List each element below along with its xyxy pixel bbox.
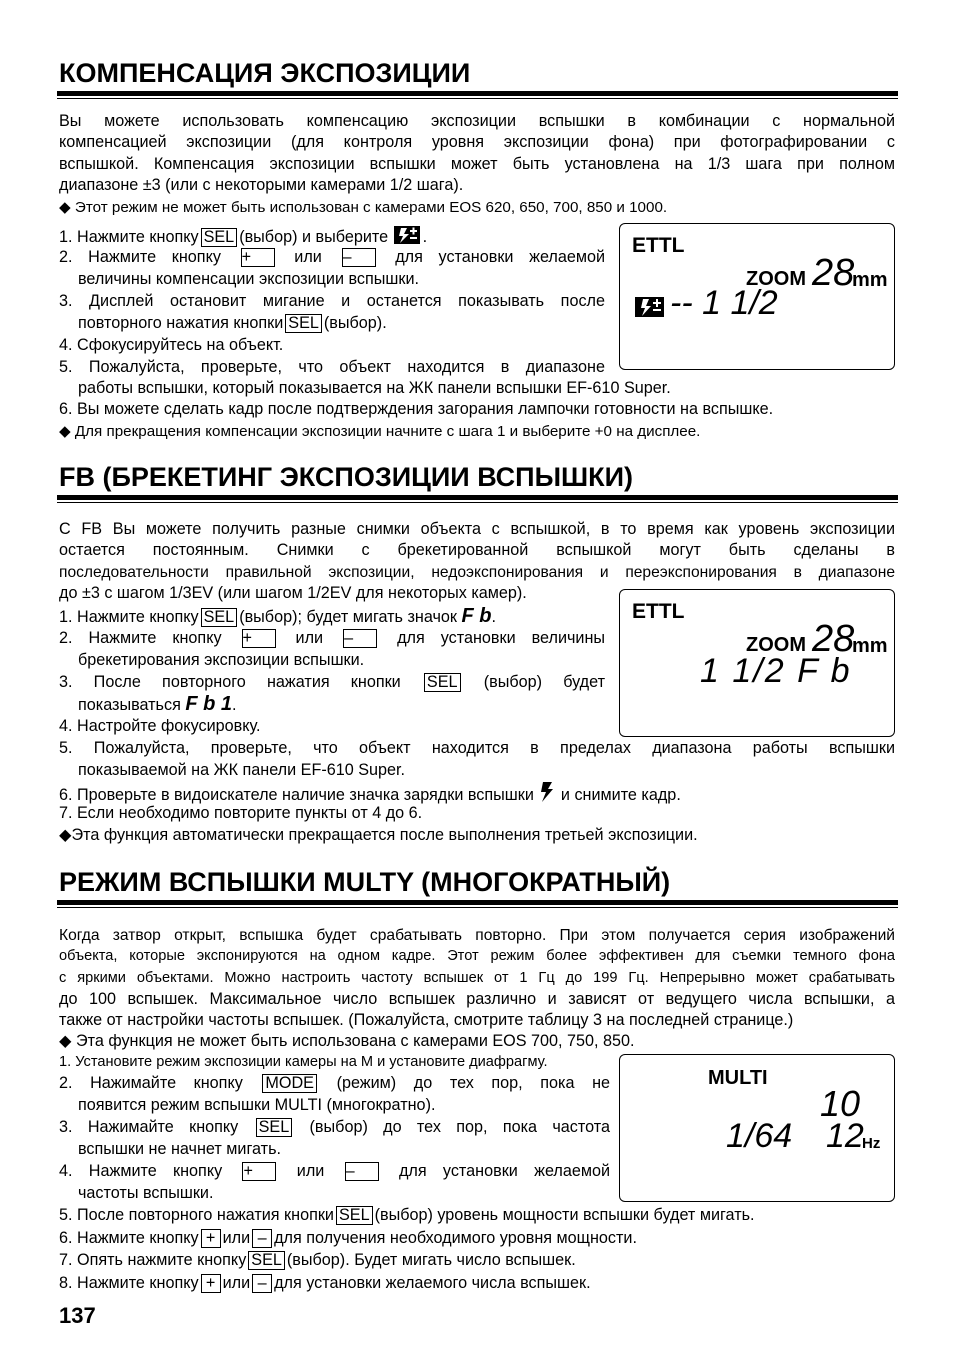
- step-text: (выбор) и выберите: [239, 228, 389, 246]
- minus-key: –: [252, 1229, 272, 1248]
- step-4: 4. Настройте фокусировку.: [59, 717, 261, 735]
- sel-key: SEL: [201, 608, 238, 627]
- step-text: 1. Нажмите кнопку: [59, 228, 199, 246]
- title-rule-thin: [57, 502, 898, 503]
- fb-icon: F b: [461, 605, 492, 627]
- step-2-cont: величины компенсации экспозиции вспышки.: [78, 270, 420, 288]
- lcd-frequency: 12: [826, 1117, 864, 1155]
- step-6: [59, 1228, 637, 1250]
- section-title-multi-mode: РЕЖИМ ВСПЫШКИ MULTY (МНОГОКРАТНЫЙ): [59, 867, 671, 897]
- step-text: (выбор). Будет мигать число вспышек.: [286, 1251, 576, 1269]
- step-text: 2. Нажмите кнопку: [59, 248, 221, 266]
- step-text: 6. Нажмите кнопку: [59, 1229, 199, 1247]
- step-1: 1. Установите режим экспозиции камеры на М и установите диафрагму.: [59, 1054, 548, 1070]
- lcd-frequency-unit: Hz: [862, 1135, 881, 1152]
- intro-line: Когда затвор открыт, вспышка будет срабатывать повторно. При этом получается серия изображений: [59, 927, 895, 944]
- sel-key: SEL: [285, 314, 322, 333]
- title-rule-thin: [57, 907, 898, 908]
- intro-line: до 100 вспышек. Максимальное число вспышек различно и зависят от ведущего числа вспышки, а: [59, 989, 895, 1008]
- step-1: 1. Нажмите кнопку SEL (выбор) и выберите .: [59, 225, 427, 249]
- step-5: 5. Пожалуйста, проверьте, что объект находится в диапазоне: [59, 358, 605, 376]
- step-text: или: [222, 1274, 251, 1292]
- step-text: (выбор) уровень мощности вспышки будет мигать.: [374, 1206, 755, 1224]
- step-text: 1. Нажмите кнопку: [59, 608, 199, 626]
- step-2: [59, 628, 605, 650]
- step-3: [59, 1117, 610, 1139]
- plus-key: +: [242, 1162, 276, 1181]
- plus-key: +: [201, 1229, 221, 1248]
- step-text: 5. После повторного нажатия кнопки: [59, 1206, 334, 1224]
- sel-key: SEL: [248, 1251, 285, 1270]
- lcd-zoom-unit: mm: [852, 269, 888, 291]
- step-4: 4. Сфокусируйтесь на объект.: [59, 336, 284, 354]
- lcd-mode: MULTI: [708, 1067, 768, 1089]
- step-text: 6. Проверьте в видоискателе наличие значка зарядки вспышки: [59, 786, 534, 804]
- step-2: [59, 247, 605, 269]
- lcd-zoom-label: ZOOM: [746, 634, 806, 656]
- step-4-cont: частоты вспышки.: [78, 1184, 214, 1202]
- step-1: 1. Нажмите кнопку SEL (выбор); будет мигать значок F b.: [59, 605, 497, 627]
- step-text: 7. Опять нажмите кнопку: [59, 1251, 247, 1269]
- mode-key: MODE: [262, 1074, 317, 1093]
- lcd-mode: ETTL: [632, 600, 685, 623]
- fb1-icon: F b 1: [185, 693, 233, 715]
- note-line: ◆ Этот режим не может быть использован с камерами EOS 620, 650, 700, 850 и 1000.: [59, 199, 668, 216]
- minus-key: –: [343, 629, 377, 648]
- lcd-zoom-label: ZOOM: [746, 268, 806, 290]
- section-title-exposure-compensation: КОМПЕНСАЦИЯ ЭКСПОЗИЦИИ: [59, 58, 471, 88]
- sel-key: SEL: [256, 1118, 293, 1137]
- intro-line: остается постоянным. Снимки с брекетированной вспышкой могут быть сделаны в: [59, 541, 895, 560]
- intro-line: также от настройки частоты вспышек. (Пожалуйста, смотрите таблицу 3 на последней странице.): [59, 1011, 794, 1030]
- step-text: (выбор) будет: [483, 673, 605, 691]
- minus-key: –: [345, 1162, 379, 1181]
- plus-key: +: [241, 248, 275, 267]
- step-text: для получения необходимого уровня мощности.: [274, 1229, 637, 1247]
- intro-line: компенсацией экспозиции (для контроля уровня экспозиции фона) при фотографировании с: [59, 133, 895, 152]
- step-text: 8. Нажмите кнопку: [59, 1274, 199, 1292]
- step-5-cont: показываемой на ЖК панели EF-610 Super.: [78, 761, 406, 779]
- step-2-cont: брекетирования экспозиции вспышки.: [78, 651, 365, 669]
- flash-charge-icon: [538, 781, 556, 803]
- step-text: (выбор); будет мигать значок: [239, 608, 458, 626]
- note-line: ◆ Для прекращения компенсации экспозиции начните с шага 1 и выберите +0 на дисплее.: [59, 423, 701, 440]
- step-text: 2. Нажимайте кнопку: [59, 1074, 243, 1092]
- lcd-bracket-value: 1 1/2 F b: [700, 652, 852, 690]
- intro-line: диапазоне ±3 (или с некоторыми камерами 1/2 шага).: [59, 175, 464, 194]
- lcd-zoom-value: 28: [812, 252, 855, 294]
- lcd-panel-multi: [619, 1054, 895, 1202]
- step-text: для установки желаемого числа вспышек.: [274, 1274, 591, 1292]
- intro-line: объекта, которые экспонируются на одном кадре. Этот режим более эффективен для съемки темного фона: [59, 948, 895, 965]
- note-line: ◆Эта функция автоматически прекращается после выполнения третьей экспозиции.: [59, 826, 698, 844]
- flash-exposure-comp-icon: [393, 225, 423, 245]
- sel-key: SEL: [201, 228, 238, 247]
- intro-line: вспышкой. Компенсация экспозиции вспышки может быть установлена на 1/3 шага при полном: [59, 154, 895, 173]
- step-text: или: [222, 1229, 251, 1247]
- lcd-zoom-unit: mm: [852, 635, 888, 657]
- section1-intro: [59, 111, 895, 196]
- step-text: 3. После повторного нажатия кнопки: [59, 673, 401, 691]
- step-text: 4. Нажмите кнопку: [59, 1162, 223, 1180]
- title-rule: [57, 91, 898, 96]
- step-text: (выбор) до тех пор, пока частота: [309, 1118, 611, 1136]
- section-title-flash-bracketing: FB (БРЕКЕТИНГ ЭКСПОЗИЦИИ ВСПЫШКИ): [59, 462, 634, 492]
- plus-key: +: [242, 629, 276, 648]
- step-8: [59, 1273, 591, 1295]
- step-7: 7. Если необходимо повторите пункты от 4 до 6.: [59, 804, 423, 822]
- step-4: [59, 1161, 610, 1183]
- step-text: для установки желаемой: [395, 248, 606, 266]
- step-text: для установки желаемой: [398, 1162, 611, 1180]
- step-7: [59, 1250, 576, 1272]
- intro-line: с яркими объектами. Можно настроить частоту вспышек от 1 Гц до 199 Гц. Непрерывно может срабатывать: [59, 969, 895, 986]
- step-3-cont: [78, 313, 387, 335]
- step-5: 5. Пожалуйста, проверьте, что объект находится в пределах диапазона работы вспышки: [59, 739, 895, 757]
- step-text: (выбор).: [323, 314, 387, 332]
- step-text: 2. Нажмите кнопку: [59, 629, 222, 647]
- lcd-panel-exposure-comp: [619, 223, 895, 370]
- step-text: 3. Нажимайте кнопку: [59, 1118, 239, 1136]
- title-rule-thin: [57, 98, 898, 99]
- step-text: для установки величины: [397, 629, 606, 647]
- step-2: [59, 1073, 610, 1095]
- flash-exposure-comp-icon: [634, 296, 666, 318]
- lcd-panel-flash-bracketing: [619, 589, 895, 737]
- plus-key: +: [201, 1274, 221, 1293]
- step-3-cont: показываться F b 1.: [78, 693, 237, 715]
- step-text: повторного нажатия кнопки: [78, 314, 284, 332]
- minus-key: –: [342, 248, 376, 267]
- lcd-mode: ETTL: [632, 234, 685, 257]
- intro-line: до ±3 с шагом 1/3EV (или шагом 1/2EV для некоторых камер).: [59, 583, 527, 602]
- step-3: 3. Дисплей остановит мигание и останется показывать после: [59, 292, 605, 310]
- step-text: (режим) до тех пор, пока не: [336, 1074, 611, 1092]
- sel-key: SEL: [424, 673, 461, 692]
- page-number: 137: [59, 1303, 96, 1328]
- intro-line: С FB Вы можете получить разные снимки объекта с вспышкой, в то время как уровень экспозиции: [59, 520, 895, 538]
- note-line: ◆ Эта функция не может быть использована с камерами EOS 700, 750, 850.: [59, 1032, 635, 1050]
- step-text: или: [296, 1162, 325, 1180]
- step-3-cont: вспышки не начнет мигать.: [78, 1140, 282, 1158]
- step-text: и снимите кадр.: [560, 786, 681, 804]
- step-text: показываться: [78, 696, 181, 714]
- section3-intro: [59, 925, 895, 1031]
- step-3: [59, 672, 605, 694]
- lcd-zoom-value: 28: [812, 618, 855, 660]
- intro-line: Вы можете использовать компенсацию экспозиции вспышки в комбинации с нормальной: [59, 112, 895, 130]
- sel-key: SEL: [336, 1206, 373, 1225]
- title-rule: [57, 900, 898, 905]
- step-5-cont: работы вспышки, который показывается на ЖК панели вспышки EF-610 Super.: [78, 379, 671, 397]
- minus-key: –: [252, 1274, 272, 1293]
- lcd-comp-value: -- 1 1/2: [670, 284, 778, 322]
- step-6: 6. Вы можете сделать кадр после подтверждения загорания лампочки готовности на вспышке.: [59, 400, 774, 418]
- step-2-cont: появится режим вспышки MULTI (многократно).: [78, 1096, 436, 1114]
- lcd-power-level: 1/64: [726, 1117, 793, 1155]
- intro-line: последовательности правильной экспозиции, недоэкспонирования и переэкспонирования в диапазоне: [59, 563, 895, 581]
- lcd-flash-count: 10: [820, 1083, 861, 1124]
- title-rule: [57, 495, 898, 500]
- step-5: [59, 1205, 755, 1227]
- step-text: или: [294, 248, 322, 266]
- step-text: или: [295, 629, 324, 647]
